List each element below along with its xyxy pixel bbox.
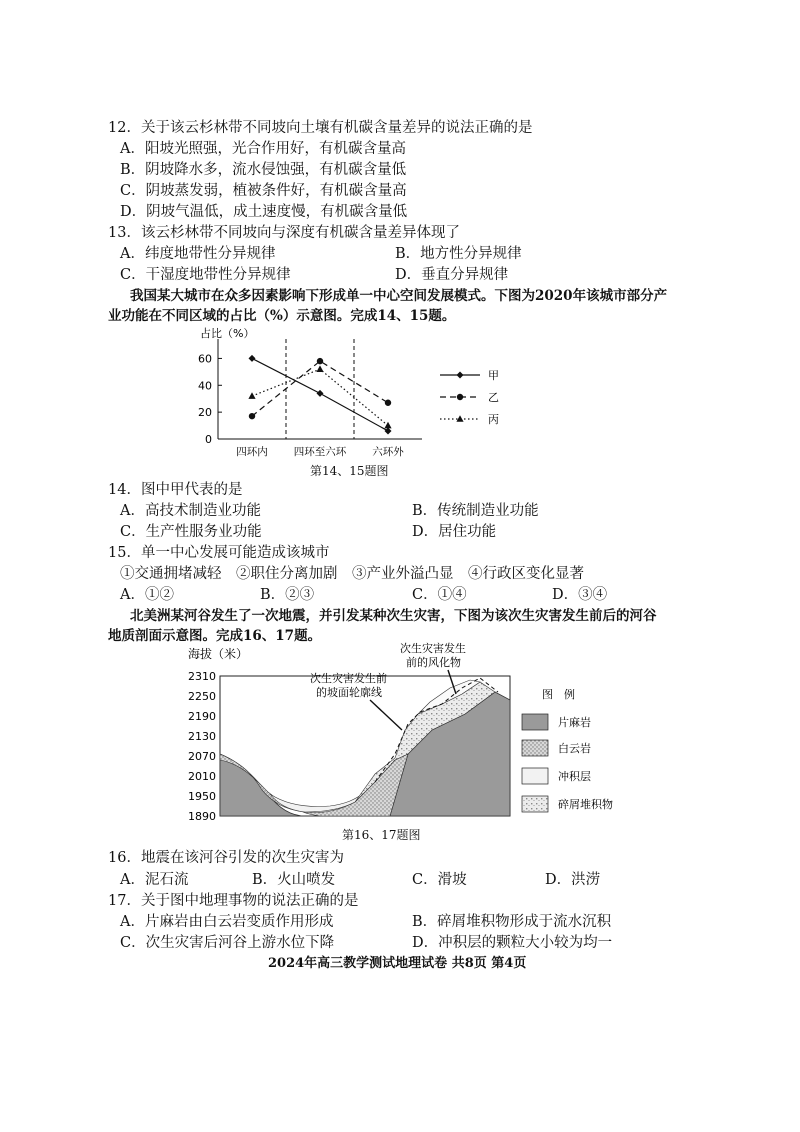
chart-axes — [198, 339, 422, 458]
q15-option-a: A．①② — [120, 587, 174, 603]
function-share-chart — [190, 325, 530, 475]
profile-y-tick-label: 1890 — [188, 810, 216, 823]
q12-stem: 12．关于该云杉林带不同坡向土壤有机碳含量差异的说法正确的是 — [108, 120, 533, 136]
annot-before-2: 的坡面轮廓线 — [316, 686, 382, 699]
q12-option-b: B．阴坡降水多，流水侵蚀强，有机碳含量低 — [120, 162, 407, 178]
q17-option-a: A．片麻岩由白云岩变质作用形成 — [120, 914, 334, 930]
chart-point — [248, 392, 255, 399]
q14-option-a: A．高技术制造业功能 — [120, 503, 261, 519]
chart-y-tick-label: 40 — [198, 379, 212, 393]
chart-point — [385, 427, 392, 434]
q13-stem: 13．该云杉林带不同坡向与深度有机碳含量差异体现了 — [108, 225, 460, 241]
chart-point — [317, 390, 324, 397]
q17-stem: 17．关于图中地理事物的说法正确的是 — [108, 893, 359, 909]
legend-debris: 碎屑堆积物 — [558, 798, 613, 811]
q16-option-d: D．洪涝 — [545, 872, 601, 888]
legend-title: 图 例 — [542, 688, 575, 701]
legend-swatch-gneiss — [522, 714, 548, 730]
q12-option-c: C．阴坡蒸发弱，植被条件好，有机碳含量高 — [120, 183, 407, 199]
q17-option-b: B．碎屑堆积物形成于流水沉积 — [412, 914, 612, 930]
chart-x-tick-label: 四环内 — [236, 446, 268, 458]
chart-legend — [440, 369, 499, 426]
profile-y-tick-label: 2190 — [188, 710, 216, 723]
chart-x-tick-label: 四环至六环 — [293, 446, 347, 458]
chart-legend-label: 丙 — [488, 413, 499, 426]
q16-option-b: B．火山喷发 — [252, 872, 336, 888]
q12-option-d: D．阴坡气温低，成土速度慢，有机碳含量低 — [120, 204, 408, 220]
intro1-line1: 我国某大城市在众多因素影响下形成单一中心空间发展模式。下图为2020年该城市部分产 — [130, 288, 668, 304]
annot-weathered-1: 次生灾害发生 — [400, 642, 466, 655]
chart-point — [249, 413, 255, 419]
page-footer: 2024年高三教学测试地理试卷 共8页 第4页 — [268, 956, 527, 971]
q17-option-d: D．冲积层的颗粒大小较为均一 — [412, 935, 613, 951]
chart-y-tick-label: 20 — [198, 406, 212, 420]
chart-ylabel: 占比（%） — [200, 327, 255, 340]
q13-option-c: C．干湿度地带性分异规律 — [120, 267, 291, 283]
q14-option-c: C．生产性服务业功能 — [120, 524, 262, 540]
profile-y-tick-label: 2010 — [188, 770, 216, 783]
profile-y-tick-label: 2250 — [188, 690, 216, 703]
chart-legend-marker — [457, 372, 464, 379]
q14-option-d: D．居住功能 — [412, 524, 497, 540]
profile-y-tick-label: 2310 — [188, 670, 216, 683]
q13-option-a: A．纬度地带性分异规律 — [120, 246, 276, 262]
q13-option-d: D．垂直分异规律 — [395, 267, 509, 283]
legend-dolomite: 白云岩 — [558, 742, 591, 755]
q17-option-c: C．次生灾害后河谷上游水位下降 — [120, 935, 335, 951]
q15-option-d: D．③④ — [552, 587, 608, 603]
q13-option-b: B．地方性分异规律 — [395, 246, 522, 262]
legend-swatch-alluvial — [522, 768, 548, 784]
profile-caption: 第16、17题图 — [342, 828, 421, 842]
chart1-caption: 第14、15题图 — [310, 464, 389, 478]
q15-stem: 15．单一中心发展可能造成该城市 — [108, 545, 330, 561]
q15-option-c: C．①④ — [412, 587, 467, 603]
q12-option-a: A．阳坡光照强，光合作用好，有机碳含量高 — [120, 141, 406, 157]
annot-before-1: 次生灾害发生前 — [310, 672, 387, 685]
chart-point — [316, 365, 323, 372]
legend-alluvial: 冲积层 — [558, 770, 591, 783]
chart-legend-label: 甲 — [488, 369, 499, 382]
profile-y-tick-label: 2070 — [188, 750, 216, 763]
q15-items: ①交通拥堵减轻 ②职住分离加剧 ③产业外溢凸显 ④行政区变化显著 — [120, 566, 584, 582]
chart-point — [249, 355, 256, 362]
profile-y-tick-label: 2130 — [188, 730, 216, 743]
chart-y-tick-label: 60 — [198, 352, 212, 366]
profile-y-axis — [188, 670, 224, 823]
annot-weathered-2: 前的风化物 — [406, 656, 461, 669]
chart-point — [384, 422, 391, 429]
valley-profile-diagram — [180, 642, 620, 824]
chart-x-tick-label: 六环外 — [372, 446, 404, 458]
chart-point — [385, 400, 391, 406]
intro2-line2: 地质剖面示意图。完成16、17题。 — [108, 628, 322, 644]
q15-option-b: B．②③ — [260, 587, 315, 603]
q14-option-b: B．传统制造业功能 — [412, 503, 539, 519]
legend-swatch-dolomite — [522, 740, 548, 756]
chart-point — [317, 358, 323, 364]
q16-option-c: C．滑坡 — [412, 872, 467, 888]
chart-legend-label: 乙 — [488, 391, 499, 404]
chart-series-line — [252, 369, 388, 425]
q14-stem: 14．图中甲代表的是 — [108, 482, 243, 498]
q16-option-a: A．泥石流 — [120, 872, 189, 888]
legend-swatch-debris — [522, 796, 548, 812]
legend-gneiss: 片麻岩 — [558, 716, 591, 729]
q16-stem: 16．地震在该河谷引发的次生灾害为 — [108, 850, 344, 866]
intro2-line1: 北美洲某河谷发生了一次地震，并引发某种次生灾害，下图为该次生灾害发生前后的河谷 — [130, 608, 657, 624]
intro1-line2: 业功能在不同区域的占比（%）示意图。完成14、15题。 — [108, 308, 456, 324]
profile-y-tick-label: 1950 — [188, 790, 216, 803]
chart-legend-marker — [457, 394, 463, 400]
profile-ylabel: 海拔（米） — [188, 647, 249, 661]
chart-y-tick-label: 0 — [205, 433, 212, 446]
chart-plot — [248, 355, 391, 435]
